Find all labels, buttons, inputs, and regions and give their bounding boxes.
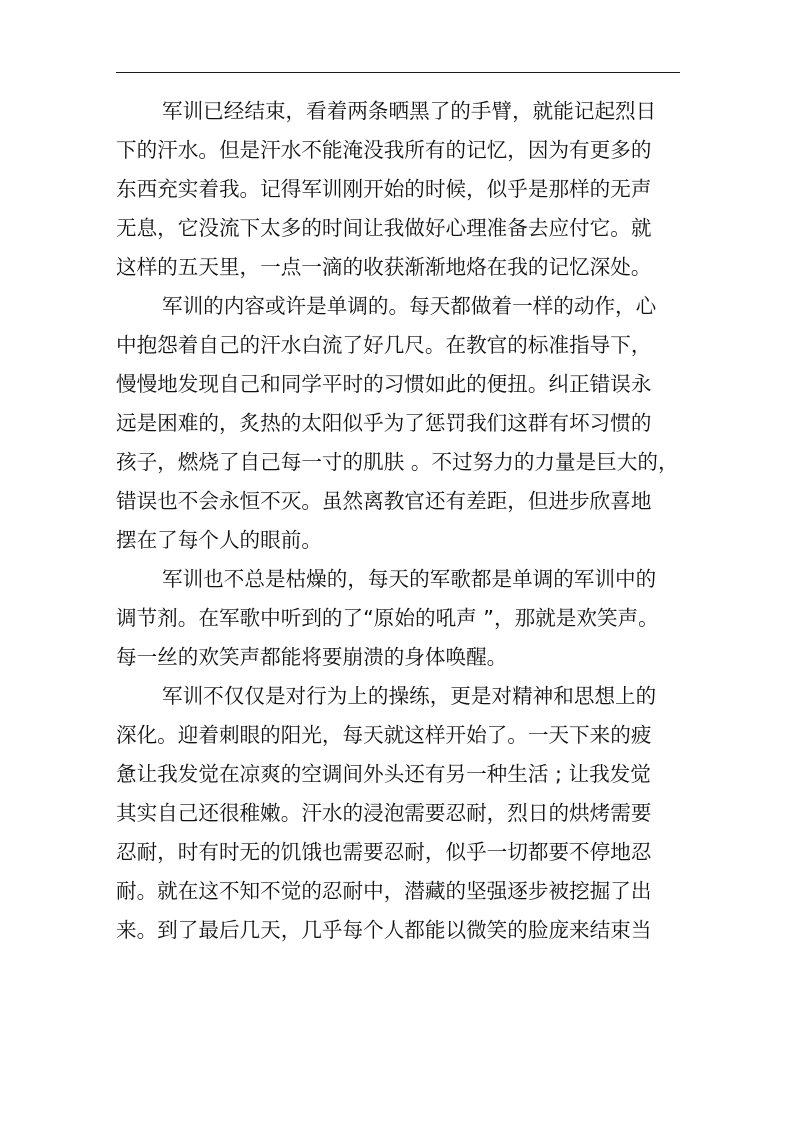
text-line: 无息，它没流下太多的时间让我做好心理准备去应付它。就 xyxy=(116,216,652,240)
text-line: 调节剂。在军歌中听到的了“原始的吼声 ”，那就是欢笑声。 xyxy=(116,606,659,630)
text-line: 摆在了每个人的眼前。 xyxy=(116,528,322,552)
text-line: 每一丝的欢笑声都能将要崩溃的身体唤醒。 xyxy=(116,645,508,669)
text-line: 军训不仅仅是对行为上的操练，更是对精神和思想上的 xyxy=(162,684,657,708)
text-line: 军训的内容或许是单调的。每天都做着一样的动作，心 xyxy=(162,294,657,318)
paragraph-3 xyxy=(116,560,680,677)
text-line: 错误也不会永恒不灭。虽然离教官还有差距，但进步欣喜地 xyxy=(116,489,652,513)
text-line: 这样的五天里，一点一滴的收获渐渐地烙在我的记忆深处。 xyxy=(116,255,652,279)
paragraph-4 xyxy=(116,677,680,950)
text-line: 军训也不总是枯燥的，每天的军歌都是单调的军训中的 xyxy=(162,567,657,591)
text-line: 下的汗水。但是汗水不能淹没我所有的记忆，因为有更多的 xyxy=(116,138,652,162)
text-line: 东西充实着我。记得军训刚开始的时候，似乎是那样的无声 xyxy=(116,177,652,201)
text-line: 孩子，燃烧了自己每一寸的肌肤 。不过努力的力量是巨大的， xyxy=(116,450,679,474)
paragraph-1 xyxy=(116,92,680,287)
text-line: 远是困难的，炙热的太阳似乎为了惩罚我们这群有坏习惯的 xyxy=(116,411,652,435)
text-line: 来。到了最后几天，几乎每个人都能以微笑的脸庞来结束当 xyxy=(116,918,652,942)
text-line: 耐。就在这不知不觉的忍耐中，潜藏的坚强逐步被挖掘了出 xyxy=(116,879,652,903)
text-line: 慢慢地发现自己和同学平时的习惯如此的便扭。纠正错误永 xyxy=(116,372,652,396)
text-line: 其实自己还很稚嫩。汗水的浸泡需要忍耐，烈日的烘烤需要 xyxy=(116,801,652,825)
paragraph-2 xyxy=(116,287,680,560)
text-line: 深化。迎着刺眼的阳光，每天就这样开始了。一天下来的疲 xyxy=(116,723,652,747)
header-rule xyxy=(116,72,680,73)
text-line: 惫让我发觉在凉爽的空调间外头还有另一种生活 ; 让我发觉 xyxy=(116,762,651,786)
text-line: 忍耐，时有时无的饥饿也需要忍耐，似乎一切都要不停地忍 xyxy=(116,840,652,864)
text-line: 中抱怨着自己的汗水白流了好几尺。在教官的标准指导下， xyxy=(116,333,652,357)
text-line: 军训已经结束，看着两条晒黑了的手臂，就能记起烈日 xyxy=(162,99,657,123)
body-text xyxy=(116,92,680,950)
